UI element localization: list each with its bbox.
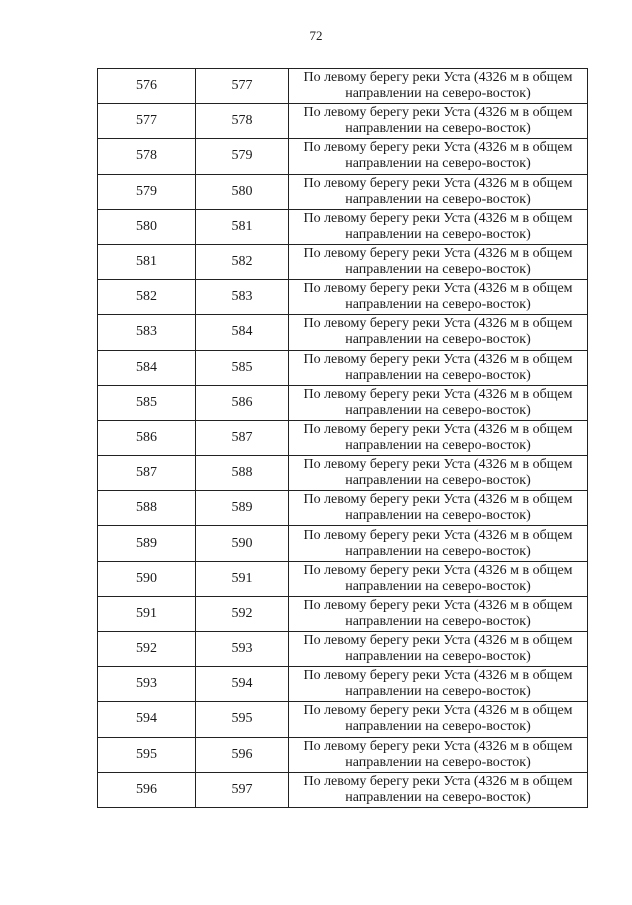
point-from-cell: 584 [98, 350, 196, 385]
point-to-cell: 591 [196, 561, 289, 596]
table-row [98, 174, 588, 209]
point-from-cell: 590 [98, 561, 196, 596]
description-cell [289, 491, 588, 526]
description-line-1: По левому берегу реки Уста (4326 м в общем [303, 175, 573, 191]
description-line-2: направлении на северо-восток) [345, 262, 531, 278]
point-to-cell: 584 [196, 315, 289, 350]
point-from-cell: 588 [98, 491, 196, 526]
description-cell [289, 737, 588, 772]
table-row [98, 702, 588, 737]
point-to-cell: 592 [196, 596, 289, 631]
point-from-cell: 589 [98, 526, 196, 561]
point-from-cell: 578 [98, 139, 196, 174]
table-row [98, 209, 588, 244]
table-row [98, 315, 588, 350]
description-cell [289, 526, 588, 561]
table-row [98, 596, 588, 631]
point-from-cell: 593 [98, 667, 196, 702]
point-to-cell: 590 [196, 526, 289, 561]
description-line-2: направлении на северо-восток) [345, 191, 531, 207]
description-line-2: направлении на северо-восток) [345, 332, 531, 348]
description-cell [289, 315, 588, 350]
description-line-1: По левому берегу реки Уста (4326 м в общем [303, 105, 573, 121]
table-row [98, 350, 588, 385]
table-row [98, 667, 588, 702]
description-line-2: направлении на северо-восток) [345, 508, 531, 524]
description-cell [289, 174, 588, 209]
description-line-1: По левому берегу реки Уста (4326 м в общем [303, 703, 573, 719]
description-line-1: По левому берегу реки Уста (4326 м в общем [303, 738, 573, 754]
point-to-cell: 586 [196, 385, 289, 420]
point-from-cell: 580 [98, 209, 196, 244]
point-from-cell: 581 [98, 244, 196, 279]
description-line-1: По левому берегу реки Уста (4326 м в общем [303, 562, 573, 578]
description-line-2: направлении на северо-восток) [345, 367, 531, 383]
point-to-cell: 577 [196, 69, 289, 104]
description-cell [289, 350, 588, 385]
description-line-1: По левому берегу реки Уста (4326 м в общем [303, 597, 573, 613]
point-to-cell: 583 [196, 280, 289, 315]
description-line-1: По левому берегу реки Уста (4326 м в общем [303, 457, 573, 473]
description-line-2: направлении на северо-восток) [345, 684, 531, 700]
description-line-2: направлении на северо-восток) [345, 578, 531, 594]
point-from-cell: 577 [98, 104, 196, 139]
description-line-2: направлении на северо-восток) [345, 437, 531, 453]
point-from-cell: 596 [98, 772, 196, 807]
point-to-cell: 596 [196, 737, 289, 772]
description-line-2: направлении на северо-восток) [345, 402, 531, 418]
description-line-1: По левому берегу реки Уста (4326 м в общем [303, 246, 573, 262]
table-row [98, 526, 588, 561]
description-cell [289, 209, 588, 244]
description-line-1: По левому берегу реки Уста (4326 м в общем [303, 316, 573, 332]
description-line-1: По левому берегу реки Уста (4326 м в общем [303, 281, 573, 297]
description-line-2: направлении на северо-восток) [345, 297, 531, 313]
description-cell [289, 667, 588, 702]
description-cell [289, 280, 588, 315]
point-to-cell: 581 [196, 209, 289, 244]
point-to-cell: 594 [196, 667, 289, 702]
point-to-cell: 579 [196, 139, 289, 174]
description-line-2: направлении на северо-восток) [345, 86, 531, 102]
table-row [98, 491, 588, 526]
description-cell [289, 385, 588, 420]
table-row [98, 420, 588, 455]
point-to-cell: 582 [196, 244, 289, 279]
description-cell [289, 596, 588, 631]
description-line-1: По левому берегу реки Уста (4326 м в общем [303, 70, 573, 86]
description-cell [289, 772, 588, 807]
description-cell [289, 632, 588, 667]
description-line-2: направлении на северо-восток) [345, 473, 531, 489]
description-cell [289, 456, 588, 491]
description-line-2: направлении на северо-восток) [345, 156, 531, 172]
description-line-1: По левому берегу реки Уста (4326 м в общем [303, 386, 573, 402]
description-cell [289, 561, 588, 596]
table-row [98, 69, 588, 104]
point-to-cell: 578 [196, 104, 289, 139]
point-from-cell: 591 [98, 596, 196, 631]
point-to-cell: 587 [196, 420, 289, 455]
description-line-1: По левому берегу реки Уста (4326 м в общем [303, 773, 573, 789]
point-to-cell: 588 [196, 456, 289, 491]
table-row [98, 561, 588, 596]
point-from-cell: 586 [98, 420, 196, 455]
boundary-table-body [98, 69, 588, 808]
point-from-cell: 582 [98, 280, 196, 315]
description-line-1: По левому берегу реки Уста (4326 м в общем [303, 421, 573, 437]
description-line-2: направлении на северо-восток) [345, 121, 531, 137]
description-cell [289, 420, 588, 455]
table-row [98, 632, 588, 667]
point-to-cell: 580 [196, 174, 289, 209]
table-row [98, 104, 588, 139]
point-to-cell: 589 [196, 491, 289, 526]
table-row [98, 772, 588, 807]
point-from-cell: 594 [98, 702, 196, 737]
point-from-cell: 583 [98, 315, 196, 350]
point-to-cell: 585 [196, 350, 289, 385]
description-line-2: направлении на северо-восток) [345, 613, 531, 629]
description-line-1: По левому берегу реки Уста (4326 м в общем [303, 210, 573, 226]
table-row [98, 139, 588, 174]
point-from-cell: 579 [98, 174, 196, 209]
description-cell [289, 139, 588, 174]
page-number: 72 [309, 28, 323, 43]
description-line-2: направлении на северо-восток) [345, 649, 531, 665]
table-row [98, 385, 588, 420]
point-from-cell: 592 [98, 632, 196, 667]
description-cell [289, 702, 588, 737]
point-from-cell: 585 [98, 385, 196, 420]
description-line-1: По левому берегу реки Уста (4326 м в общем [303, 633, 573, 649]
point-to-cell: 593 [196, 632, 289, 667]
description-cell [289, 69, 588, 104]
description-line-2: направлении на северо-восток) [345, 719, 531, 735]
point-from-cell: 576 [98, 69, 196, 104]
boundary-table [97, 68, 588, 808]
point-to-cell: 597 [196, 772, 289, 807]
description-line-2: направлении на северо-восток) [345, 754, 531, 770]
table-row [98, 280, 588, 315]
description-line-2: направлении на северо-восток) [345, 543, 531, 559]
description-line-1: По левому берегу реки Уста (4326 м в общем [303, 492, 573, 508]
table-row [98, 737, 588, 772]
table-row [98, 456, 588, 491]
description-line-2: направлении на северо-восток) [345, 226, 531, 242]
description-cell [289, 104, 588, 139]
description-line-2: направлении на северо-восток) [345, 789, 531, 805]
point-from-cell: 595 [98, 737, 196, 772]
description-line-1: По левому берегу реки Уста (4326 м в общем [303, 351, 573, 367]
description-line-1: По левому берегу реки Уста (4326 м в общем [303, 140, 573, 156]
description-line-1: По левому берегу реки Уста (4326 м в общем [303, 668, 573, 684]
description-cell [289, 244, 588, 279]
table-row [98, 244, 588, 279]
point-to-cell: 595 [196, 702, 289, 737]
point-from-cell: 587 [98, 456, 196, 491]
description-line-1: По левому берегу реки Уста (4326 м в общем [303, 527, 573, 543]
